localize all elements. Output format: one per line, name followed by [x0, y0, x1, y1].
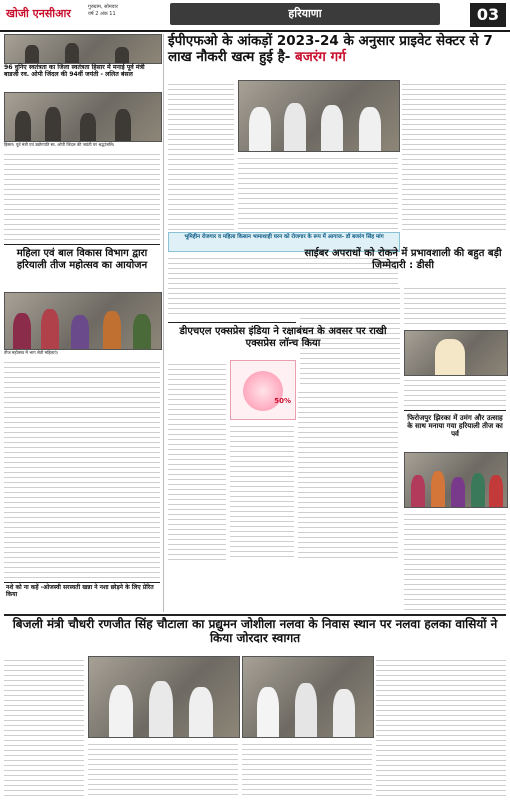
left-story-1-caption: हिसार। पूर्व मंत्री एवं उद्योगपति स्व. ओपी जिंदल की जयंती पर श्रद्धांजलि।	[4, 142, 115, 147]
person-figure	[189, 687, 213, 737]
person-figure	[65, 43, 79, 63]
bottom-story-photo	[242, 656, 374, 738]
dhl-story-body	[298, 388, 398, 560]
story-photo	[4, 34, 162, 64]
rakhi-icon	[243, 371, 283, 411]
cyber-story-headline: साईबर अपराधों को रोकने में प्रभावशाली की बहुत बड़ी जिम्मेदारी : डीसी	[304, 248, 502, 271]
bottom-story-photo	[88, 656, 240, 738]
masthead	[0, 0, 510, 32]
person-figure	[257, 687, 279, 737]
bottom-story-body	[242, 740, 372, 796]
story-photo	[4, 92, 162, 142]
person-figure	[451, 477, 465, 507]
person-figure	[471, 473, 485, 507]
person-figure	[133, 314, 151, 349]
cyber-story-body	[404, 376, 506, 406]
main-headline	[168, 34, 506, 65]
bottom-divider	[4, 614, 506, 616]
dhl-story-headline: डीएचएल एक्सप्रेस इंडिया ने रक्षाबंधन के अवसर पर राखी एक्सप्रेस लॉन्च किया	[179, 326, 387, 349]
person-figure	[411, 475, 425, 507]
story-divider	[168, 322, 296, 323]
person-figure	[435, 339, 465, 375]
story-divider	[404, 410, 506, 411]
person-figure	[15, 111, 31, 141]
bottom-story-body	[88, 740, 238, 796]
cyber-story-body	[404, 284, 506, 328]
person-figure	[13, 313, 31, 349]
left-story-1-body	[4, 150, 160, 240]
ferozpur-story-photo	[404, 452, 508, 508]
person-figure	[103, 311, 121, 349]
dhl-ad-image	[230, 360, 296, 420]
person-figure	[321, 105, 343, 151]
left-story-1-headline: 96 वुनिए स्वतंत्रता का जिला स्वतंत्रता हिसार में मनाई पूर्व मंत्री बाडजी रव. ओपी जिंदल की 94वीं जयंती - ललित बंसल	[4, 64, 145, 79]
main-story-body	[238, 154, 398, 230]
cyber-story-photo	[404, 330, 508, 376]
left-story-3-headline: नशे को ना कहें -ओजस्वी सरस्वती खन्ना ने नशा छोड़ने के लिए प्रेरित किया	[6, 584, 154, 598]
column-divider	[163, 34, 164, 612]
person-figure	[41, 309, 59, 349]
left-story-2-headline: महिला एवं बाल विकास विभाग द्वारा हरियाली तीज महोत्सव का आयोजन	[16, 248, 148, 271]
person-figure	[249, 107, 271, 151]
person-figure	[80, 113, 96, 141]
main-story-body	[168, 80, 234, 230]
main-headline-author: बजरंग गर्ग	[295, 48, 346, 65]
person-figure	[115, 109, 131, 141]
person-figure	[333, 689, 355, 737]
box-story-headline: भूमिहीन रोजगार व महिला किसान भामाशाही घरन को रोजगार के रूप में आगाज- डॉ बजरंग सिंह मांग	[184, 234, 384, 240]
discount-badge: 50%	[274, 397, 291, 405]
person-figure	[359, 107, 381, 151]
person-figure	[489, 475, 503, 507]
dhl-story-body	[230, 422, 294, 560]
main-headline-text: ईपीएफओ के आंकड़ों 2023-24 के अनुसार प्राइवेट सेक्टर से 7 लाख नौकरी खत्म हुई है- बजरंग गर्ग	[168, 33, 493, 65]
issue-meta	[88, 4, 178, 18]
person-figure	[25, 45, 39, 63]
story-divider	[4, 244, 160, 245]
person-figure	[109, 685, 133, 737]
dhl-story-body	[168, 360, 226, 560]
ferozpur-story-body	[404, 510, 506, 610]
left-story-2-caption: तीज महोत्सव में भाग लेती महिलाएं।	[4, 350, 59, 355]
page-number: 03	[470, 3, 506, 27]
story-photo	[4, 292, 162, 350]
person-figure	[431, 471, 445, 507]
main-story-body	[402, 80, 506, 230]
issue-meta-line-2: वर्ष 2 अंक 11	[88, 11, 116, 17]
bottom-story-body	[376, 656, 506, 796]
person-figure	[295, 683, 317, 737]
issue-meta-line-1: गुरुग्राम, सोमवार	[88, 4, 118, 10]
person-figure	[284, 103, 306, 151]
story-divider	[4, 582, 160, 583]
person-figure	[149, 681, 173, 737]
ferozpur-story-headline: फिरोजपुर झिरका में उमंग और उत्साह के साथ मनाया गया हरियाली तीज का पर्व	[407, 414, 503, 439]
person-figure	[71, 315, 89, 349]
bottom-story-body	[4, 656, 84, 796]
main-story-photo	[238, 80, 400, 152]
left-story-2-body	[4, 358, 160, 578]
person-figure	[115, 47, 129, 63]
section-title: हरियाणा	[170, 3, 440, 25]
newspaper-logo: खोजी एनसीआर	[6, 7, 71, 20]
bottom-story-headline: बिजली मंत्री चौधरी रणजीत सिंह चौटाला का प्रद्युमन जोशीला नलवा के निवास स्थान पर नलवा हलका वासियों ने किया जोरदार स्वागत	[12, 617, 498, 645]
person-figure	[45, 107, 61, 141]
